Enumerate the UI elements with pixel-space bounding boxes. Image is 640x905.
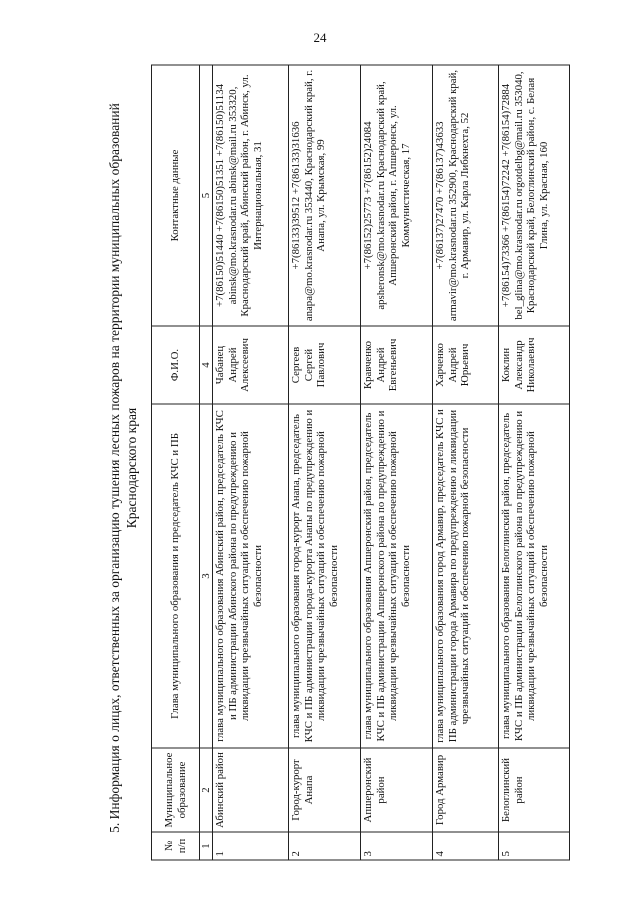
name-cell: Чабанец Андрей Алексеевич — [213, 326, 289, 404]
row-number: 3 — [361, 832, 433, 860]
position-cell: глава муниципального образования город-курорт Анапа, председатель КЧС и ПБ администрации города-курорта Анапы по предупреждению и ликвидации чрезвычайных ситуаций и обеспечению пожарной безопасности — [289, 404, 361, 748]
header-position: Глава муниципального образования и председатель КЧС и ПБ — [152, 404, 200, 748]
section-heading — [102, 88, 144, 848]
header-contacts: Контактные данные — [152, 65, 200, 326]
contacts-cell: +7(86154)73366 +7(86154)72242 +7(86154)72884 bel_glina@mo.krasnodar.ru orgotdelbg@mail.ru 353040, Краснодарский край, Белоглинский район, с. Белая Глина, ул. Красная, 160 — [499, 65, 570, 326]
column-number: 5 — [200, 65, 213, 326]
table-header-row — [152, 65, 200, 860]
municipality-cell: Апшеронский район — [361, 748, 433, 832]
column-number-row — [200, 65, 213, 860]
page-number: 24 — [313, 30, 327, 45]
table-row — [361, 65, 433, 860]
name-cell: Коклин Александр Николаевич — [499, 326, 570, 404]
officials-table-container — [151, 65, 569, 860]
row-number: 1 — [213, 832, 289, 860]
column-number: 4 — [200, 326, 213, 404]
heading-line-1: 5. Информация о лицах, ответственных за организацию тушения лесных пожаров на территории муниципальных образований — [107, 103, 122, 833]
officials-table — [151, 64, 570, 860]
header-number: № п/п — [152, 832, 200, 860]
contacts-cell: +7(86152)25773 +7(86152)24084 apsheronsk@mo.krasnodar.ru Краснодарский край, Апшеронский район, г. Апшеронск, ул. Коммунистическая, 17 — [361, 65, 433, 326]
name-cell: Харченко Андрей Юрьевич — [433, 326, 499, 404]
column-number: 1 — [200, 832, 213, 860]
row-number: 5 — [499, 832, 570, 860]
column-number: 2 — [200, 748, 213, 832]
municipality-cell: Город-курорт Анапа — [289, 748, 361, 832]
table-row — [433, 65, 499, 860]
row-number: 2 — [289, 832, 361, 860]
contacts-cell: +7(86150)51440 +7(86150)51351 +7(86150)51134 abinsk@mo.krasnodar.ru abinsk@mail.ru 353320, Краснодарский край, Абинский район, г. Абинск, ул. Интернациональная, 31 — [213, 65, 289, 326]
position-cell: глава муниципального образования Апшеронский район, председатель КЧС и ПБ администрации Апшеронского района по предупреждению и ликвидации чрезвычайных ситуаций и обеспечению пожарной безопасности — [361, 404, 433, 748]
position-cell: глава муниципального образования город Армавир, председатель КЧС и ПБ администрации города Армавира по предупреждению и ликвидации чрезвычайных ситуаций и обеспечению пожарной безопасности — [433, 404, 499, 748]
header-name: Ф.И.О. — [152, 326, 200, 404]
municipality-cell: Белоглинский район — [499, 748, 570, 832]
position-cell: глава муниципального образования Белоглинский район, председатель КЧС и ПБ администрации Белоглинского района по предупреждению и ликвидации чрезвычайных ситуаций и обеспечению пожарной безопасности — [499, 404, 570, 748]
heading-line-2: Краснодарского края — [124, 407, 139, 529]
name-cell: Сергеев Сергей Павлович — [289, 326, 361, 404]
contacts-cell: +7(86137)27470 +7(86137)43633 armavir@mo.krasnodar.ru 352900, Краснодарский край, г. Армавир, ул. Карла Либкнехта, 52 — [433, 65, 499, 326]
position-cell: глава муниципального образования Абинский район, председатель КЧС и ПБ администрации Абинского района по предупреждению и ликвидации чрезвычайных ситуаций и обеспечению пожарной безопасности — [213, 404, 289, 748]
contacts-cell: +7(86133)39512 +7(86133)31636 anapa@mo.krasnodar.ru 353440, Краснодарский край, г. Анапа, ул. Крымская, 99 — [289, 65, 361, 326]
table-row — [499, 65, 570, 860]
row-number: 4 — [433, 832, 499, 860]
column-number: 3 — [200, 404, 213, 748]
municipality-cell: Город Армавир — [433, 748, 499, 832]
table-row — [213, 65, 289, 860]
name-cell: Кравченко Андрей Евгеньевич — [361, 326, 433, 404]
header-municipality: Муниципальное образование — [152, 748, 200, 832]
table-row — [289, 65, 361, 860]
municipality-cell: Абинский район — [213, 748, 289, 832]
